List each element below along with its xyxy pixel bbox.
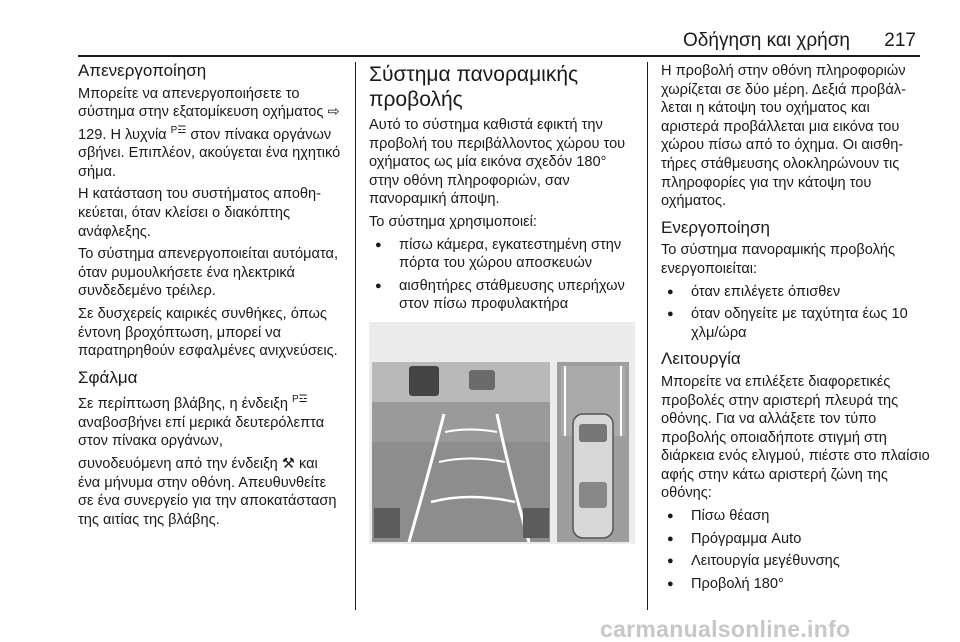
column-divider-2 [647, 62, 648, 610]
wrench-icon: ⚒ [281, 456, 295, 472]
paragraph-deactivation [78, 85, 344, 182]
vehicle-windshield [579, 482, 607, 508]
text-span: και ένα μήνυμα στην οθόνη. Απευθυνθείτε σε ένα συνεργείο για την αποκατάσταση της αιτίας της βλάβης. [78, 456, 337, 528]
paragraph-operation: Μπορείτε να επιλέξετε διαφορετικές προβολές στην αριστερή πλευρά της οθόνης. Για να αλλάξετε τον τύπο προβολής οποιαδήποτε στιγμή στη διάρκεια ενός ελιγμού, πιέστε στο πλαίσιο αφής στην κάτω αριστερή ζώνη της οθόνης: [661, 373, 930, 502]
page-number: 217 [884, 30, 916, 51]
parking-lamp-icon: P☲ [170, 124, 187, 136]
heading-operation: Λειτουργία [661, 349, 741, 369]
column-2 [369, 62, 635, 544]
text-span: 129. Η λυχνία [78, 126, 171, 143]
column-1 [78, 62, 344, 533]
column-3 [661, 62, 931, 597]
page-header [0, 0, 960, 58]
paragraph-activation-intro: Το σύστημα πανοραμικής προβολής ενεργοποιείται: [661, 242, 896, 277]
header-rule [78, 55, 920, 57]
heading-activation: Ενεργοποίηση [661, 217, 770, 237]
heading-panoramic-system: Σύστημα πανοραμικής προβολής [369, 63, 579, 111]
text-span: Μπορείτε να απενεργοποιήσετε το σύστημα στην εξατομίκευση οχήματος [78, 85, 328, 121]
heading-fault: Σφάλμα [78, 367, 138, 387]
list-item: ● Πρόγραμμα Auto [661, 530, 931, 549]
parking-lamp-icon: P☲ [292, 394, 308, 406]
paragraph-fault-message [78, 455, 344, 529]
list-item: ● Λειτουργία μεγέθυνσης [661, 552, 931, 571]
camera-background-scene [372, 362, 550, 402]
paragraph-weather: Σε δυσχερείς καιρικές συνθήκες, όπως έντονη βροχόπτωση, μπορεί να παρατηρηθούν εσφαλμένες ανιχνεύσεις. [78, 305, 338, 360]
column-divider-1 [355, 62, 356, 610]
list-system-components [369, 236, 635, 314]
text-span: συνοδευόμενη από την ένδειξη [78, 456, 282, 472]
text-span: αναβοσβήνει επί μερικά δευτερόλεπτα στον πίνακα οργάνων, [78, 414, 325, 450]
list-item: ● πίσω κάμερα, εγκατεστημένη στην πόρτα του χώρου αποσκευών [369, 236, 635, 273]
header-title: Οδήγηση και χρήση [683, 30, 850, 51]
paragraph-display-split: Η προβολή στην οθόνη πληροφοριών χωρίζεται σε δύο μέρη. Δεξιά προβάλλεται η κάτοψη του οχήματος και αριστερά προβάλλεται μια εικόνα του χώρου πίσω από το όχημα. Οι αισθητήρες στάθμευσης ολοκληρώνουν τις πληροφορίες για την κάτοψη του οχήματος. [661, 63, 906, 210]
list-item: ● όταν οδηγείτε με ταχύτητα έως 10 χλμ/ώρα [661, 305, 931, 342]
paragraph-panoramic-intro: Αυτό το σύστημα καθιστά εφικτή την προβολή του περιβάλλοντος χώρου του οχήματος ως μία εικόνα σχεδόν 180° στην οθόνη πληροφοριών, σαν πανοραμική άποψη. [369, 117, 626, 208]
panoramic-view-illustration [369, 322, 635, 544]
paragraph-status-saved: Η κατάσταση του συστήματος αποθηκεύεται, όταν κλείσει ο διακόπτης ανάφλεξης. [78, 186, 322, 240]
reference-arrow-icon[interactable]: ⇨ [327, 104, 340, 121]
camera-display-svg [369, 322, 635, 544]
watermark: carmanualsonline.info [600, 616, 851, 642]
list-item: ● αισθητήρες στάθμευσης υπερήχων στον πίσω προφυλακτήρα [369, 277, 635, 314]
list-activation-conditions [661, 283, 931, 343]
bumper-corner-left [374, 508, 400, 538]
parked-car-far [469, 370, 495, 390]
vehicle-rear-window [579, 424, 607, 442]
paragraph-system-uses: Το σύστημα χρησιμοποιεί: [369, 213, 537, 230]
list-item: ● Προβολή 180° [661, 575, 931, 594]
text-span: στον πίνακα οργάνων σβήνει. Επιπλέον, ακούγεται ένα ηχητικό σήμα. [78, 126, 341, 180]
bumper-corner-right [523, 508, 549, 538]
paragraph-fault [78, 391, 344, 451]
heading-deactivation: Απενεργοποίηση [78, 61, 207, 80]
list-view-modes [661, 507, 931, 593]
paragraph-trailer: Το σύστημα απενεργοποιείται αυτόματα, όταν ρυμουλκήσετε ένα ηλεκτρικά συνδεδεμένο τρέιλερ. [78, 246, 339, 300]
parked-car-left [409, 366, 439, 396]
text-span: Σε περίπτωση βλάβης, η ένδειξη [78, 396, 293, 413]
list-item: ● Πίσω θέαση [661, 507, 931, 526]
list-item: ● όταν επιλέγετε όπισθεν [661, 283, 931, 302]
